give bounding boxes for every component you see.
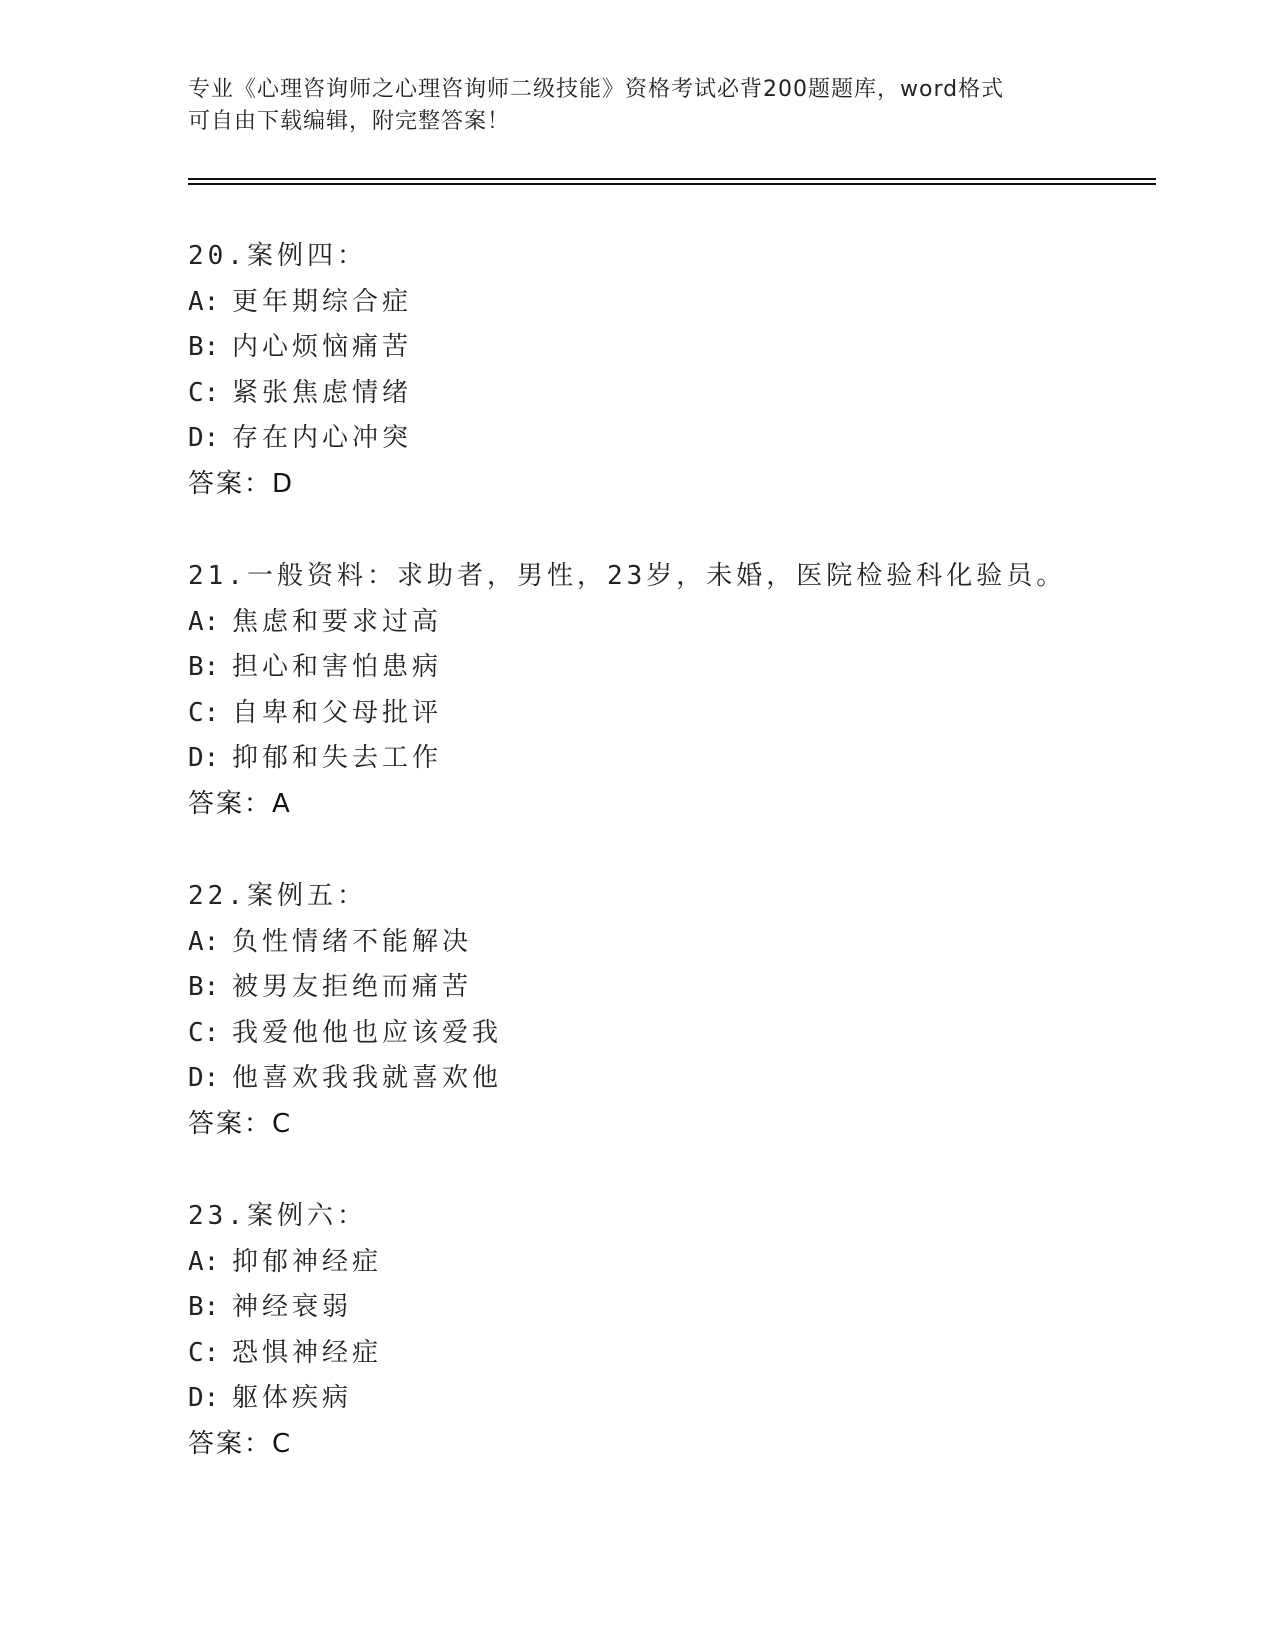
option-text: 更年期综合症 xyxy=(232,286,413,317)
option-letter: D: xyxy=(188,743,220,773)
header-line-1: 专业《心理咨询师之心理咨询师二级技能》资格考试必背200题题库，word格式 xyxy=(188,77,1005,102)
header-divider-bottom xyxy=(188,183,1156,185)
question-stem: 21.一般资料：求助者，男性，23岁，未婚，医院检验科化验员。 xyxy=(188,561,1067,591)
option-text: 内心烦恼痛苦 xyxy=(232,332,413,362)
answer-label: 答案：D xyxy=(188,468,295,499)
option-b xyxy=(188,645,1148,691)
document-header xyxy=(188,74,1088,138)
question-stem: 23.案例六： xyxy=(188,1201,367,1231)
question-block xyxy=(188,234,1148,507)
option-c xyxy=(188,371,1148,417)
option-text: 负性情绪不能解决 xyxy=(232,926,473,957)
option-text: 存在内心冲突 xyxy=(232,423,413,453)
option-letter: C: xyxy=(188,1017,220,1048)
option-letter: D: xyxy=(188,423,220,453)
option-b xyxy=(188,1285,1148,1331)
question-block xyxy=(188,874,1148,1147)
option-text: 紧张焦虑情绪 xyxy=(232,377,413,408)
question-block xyxy=(188,1194,1148,1467)
option-text: 躯体疾病 xyxy=(232,1383,353,1413)
option-text: 我爱他他也应该爱我 xyxy=(232,1017,503,1048)
option-letter: B: xyxy=(188,1292,220,1322)
option-a xyxy=(188,920,1148,966)
option-letter: A: xyxy=(188,926,220,957)
option-letter: C: xyxy=(188,1337,220,1368)
option-a xyxy=(188,1240,1148,1286)
option-letter: C: xyxy=(188,697,220,728)
option-letter: C: xyxy=(188,377,220,408)
option-text: 抑郁和失去工作 xyxy=(232,743,443,773)
option-letter: A: xyxy=(188,286,220,317)
option-letter: A: xyxy=(188,1246,220,1277)
question-block xyxy=(188,554,1148,827)
option-letter: D: xyxy=(188,1063,220,1093)
option-a xyxy=(188,280,1148,326)
option-text: 被男友拒绝而痛苦 xyxy=(232,972,473,1002)
option-letter: B: xyxy=(188,332,220,362)
option-letter: A: xyxy=(188,606,220,637)
question-stem: 20.案例四： xyxy=(188,241,367,271)
question-stem: 22.案例五： xyxy=(188,881,367,911)
option-text: 抑郁神经症 xyxy=(232,1246,383,1277)
option-a xyxy=(188,600,1148,646)
answer-label: 答案：A xyxy=(188,788,292,819)
option-d xyxy=(188,1376,1148,1422)
option-c xyxy=(188,1331,1148,1377)
option-d xyxy=(188,736,1148,782)
answer-label: 答案：C xyxy=(188,1428,293,1459)
option-c xyxy=(188,1011,1148,1057)
option-text: 神经衰弱 xyxy=(232,1292,353,1322)
option-text: 担心和害怕患病 xyxy=(232,652,443,682)
answer-label: 答案：C xyxy=(188,1108,293,1139)
option-text: 恐惧神经症 xyxy=(232,1337,383,1368)
option-text: 他喜欢我我就喜欢他 xyxy=(232,1063,503,1093)
option-b xyxy=(188,965,1148,1011)
header-divider-top xyxy=(188,178,1156,180)
header-line-2: 可自由下载编辑，附完整答案！ xyxy=(188,109,511,134)
option-letter: B: xyxy=(188,652,220,682)
option-d xyxy=(188,1056,1148,1102)
option-c xyxy=(188,691,1148,737)
option-letter: B: xyxy=(188,972,220,1002)
option-text: 自卑和父母批评 xyxy=(232,697,443,728)
option-text: 焦虑和要求过高 xyxy=(232,606,443,637)
option-b xyxy=(188,325,1148,371)
option-d xyxy=(188,416,1148,462)
option-letter: D: xyxy=(188,1383,220,1413)
